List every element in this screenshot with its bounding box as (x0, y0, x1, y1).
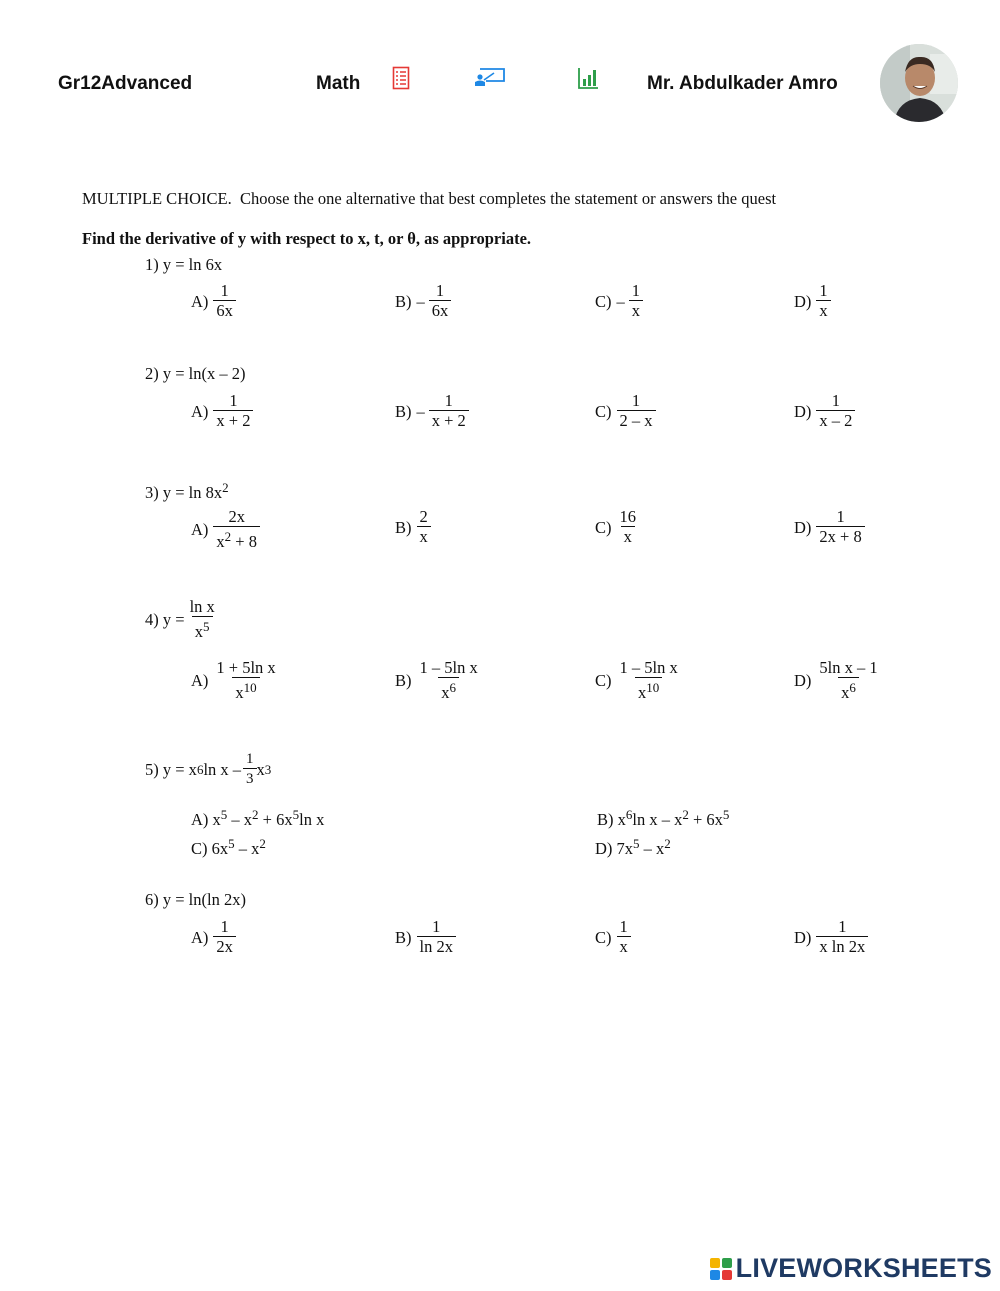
question-1: 1) y = ln 6x (145, 255, 223, 274)
q1-option-c[interactable]: C) – $\frac{1}{x}$ (595, 282, 643, 321)
logo-text: LIVEWORKSHEETS (735, 1253, 992, 1283)
question-4: 4) y = $\frac{\text{ln x}}{x^5}$ (145, 597, 215, 641)
q5-option-c[interactable]: C) $6x^5 - x^2$ (191, 836, 266, 858)
q3-option-b[interactable]: B) $\frac{2}{x}$ (395, 508, 431, 547)
q5-option-a[interactable]: A) $x^5 - x^2 + 6x^5\ln$ x (191, 807, 325, 829)
instructions (82, 189, 940, 209)
question-3: 3) $y = \ln 8x^2$ (145, 480, 229, 502)
q2-option-d[interactable]: D) $\frac{1}{x - 2}$ (794, 392, 855, 431)
question-6: 6) y = ln(ln 2x) (145, 890, 246, 909)
q1-option-a[interactable]: A) $\frac{1}{6x}$ (191, 282, 236, 321)
presentation-icon (474, 66, 506, 88)
q2-option-a[interactable]: A) $\frac{1}{x + 2}$ (191, 392, 253, 431)
q2-option-c[interactable]: C) $\frac{1}{2 - x}$ (595, 392, 656, 431)
q4-option-b[interactable]: B) $\frac{\text{1 – 5ln x}}{x^6}$ (395, 658, 478, 702)
teacher-avatar (880, 44, 958, 122)
find-derivative-line: Find the derivative of y with respect to x, t, or θ, as appropriate. (82, 229, 532, 248)
q4-option-a[interactable]: A) $\frac{\text{1 + 5ln x}}{x^{10}}$ (191, 658, 276, 702)
q5-option-b[interactable]: B) $x^6\ln$ $x - x^2 + 6x^5$ (597, 807, 730, 829)
logo-tile-v (710, 1270, 720, 1280)
instruction-text: Choose the one alternative that best completes the statement or answers the quest (239, 189, 777, 208)
q3-option-d[interactable]: D) $\frac{1}{2x + 8}$ (794, 508, 865, 547)
logo-tile-i (722, 1258, 732, 1268)
question-5: 5) y = x 6 ln x – $\frac{1}{3}$ x 3 (145, 751, 272, 787)
chart-bars-icon (577, 66, 599, 90)
q3-option-a[interactable]: A) $\frac{2x}{x^2 + 8}$ (191, 508, 260, 552)
instruction-prefix: MULTIPLE CHOICE. (82, 189, 232, 208)
q6-option-a[interactable]: A) $\frac{1}{2x}$ (191, 918, 236, 957)
question-2: 2) y = ln(x – 2) (145, 364, 246, 383)
q4-option-c[interactable]: C) $\frac{\text{1 – 5ln x}}{x^{10}}$ (595, 658, 678, 702)
q6-option-d[interactable]: D) $\frac{1}{\text{x ln 2x}}$ (794, 918, 868, 957)
q6-option-b[interactable]: B) $\frac{1}{\ln 2x}$ (395, 918, 456, 957)
q2-option-b[interactable]: B) – $\frac{1}{x + 2}$ (395, 392, 469, 431)
q5-option-d[interactable]: D) $7x^5 - x^2$ (595, 836, 671, 858)
q1-option-b[interactable]: B) – $\frac{1}{6x}$ (395, 282, 451, 321)
q4-option-d[interactable]: D) $\frac{\text{5ln x – 1}}{x^6}$ (794, 658, 878, 702)
q3-option-c[interactable]: C) $\frac{16}{x}$ (595, 507, 636, 546)
q6-option-c[interactable]: C) $\frac{1}{x}$ (595, 918, 631, 957)
teacher-name: Mr. Abdulkader Amro (647, 73, 838, 94)
grade-label: Gr12Advanced (58, 73, 193, 94)
worksheet-list-icon (392, 66, 410, 90)
logo-mark-icon (710, 1258, 732, 1280)
q1-option-d[interactable]: D) $\frac{1}{x}$ (794, 282, 831, 321)
logo-tile-l (710, 1258, 720, 1268)
subject-label: Math (316, 73, 361, 94)
logo-tile-e (722, 1270, 732, 1280)
liveworksheets-logo[interactable] (710, 1253, 992, 1284)
